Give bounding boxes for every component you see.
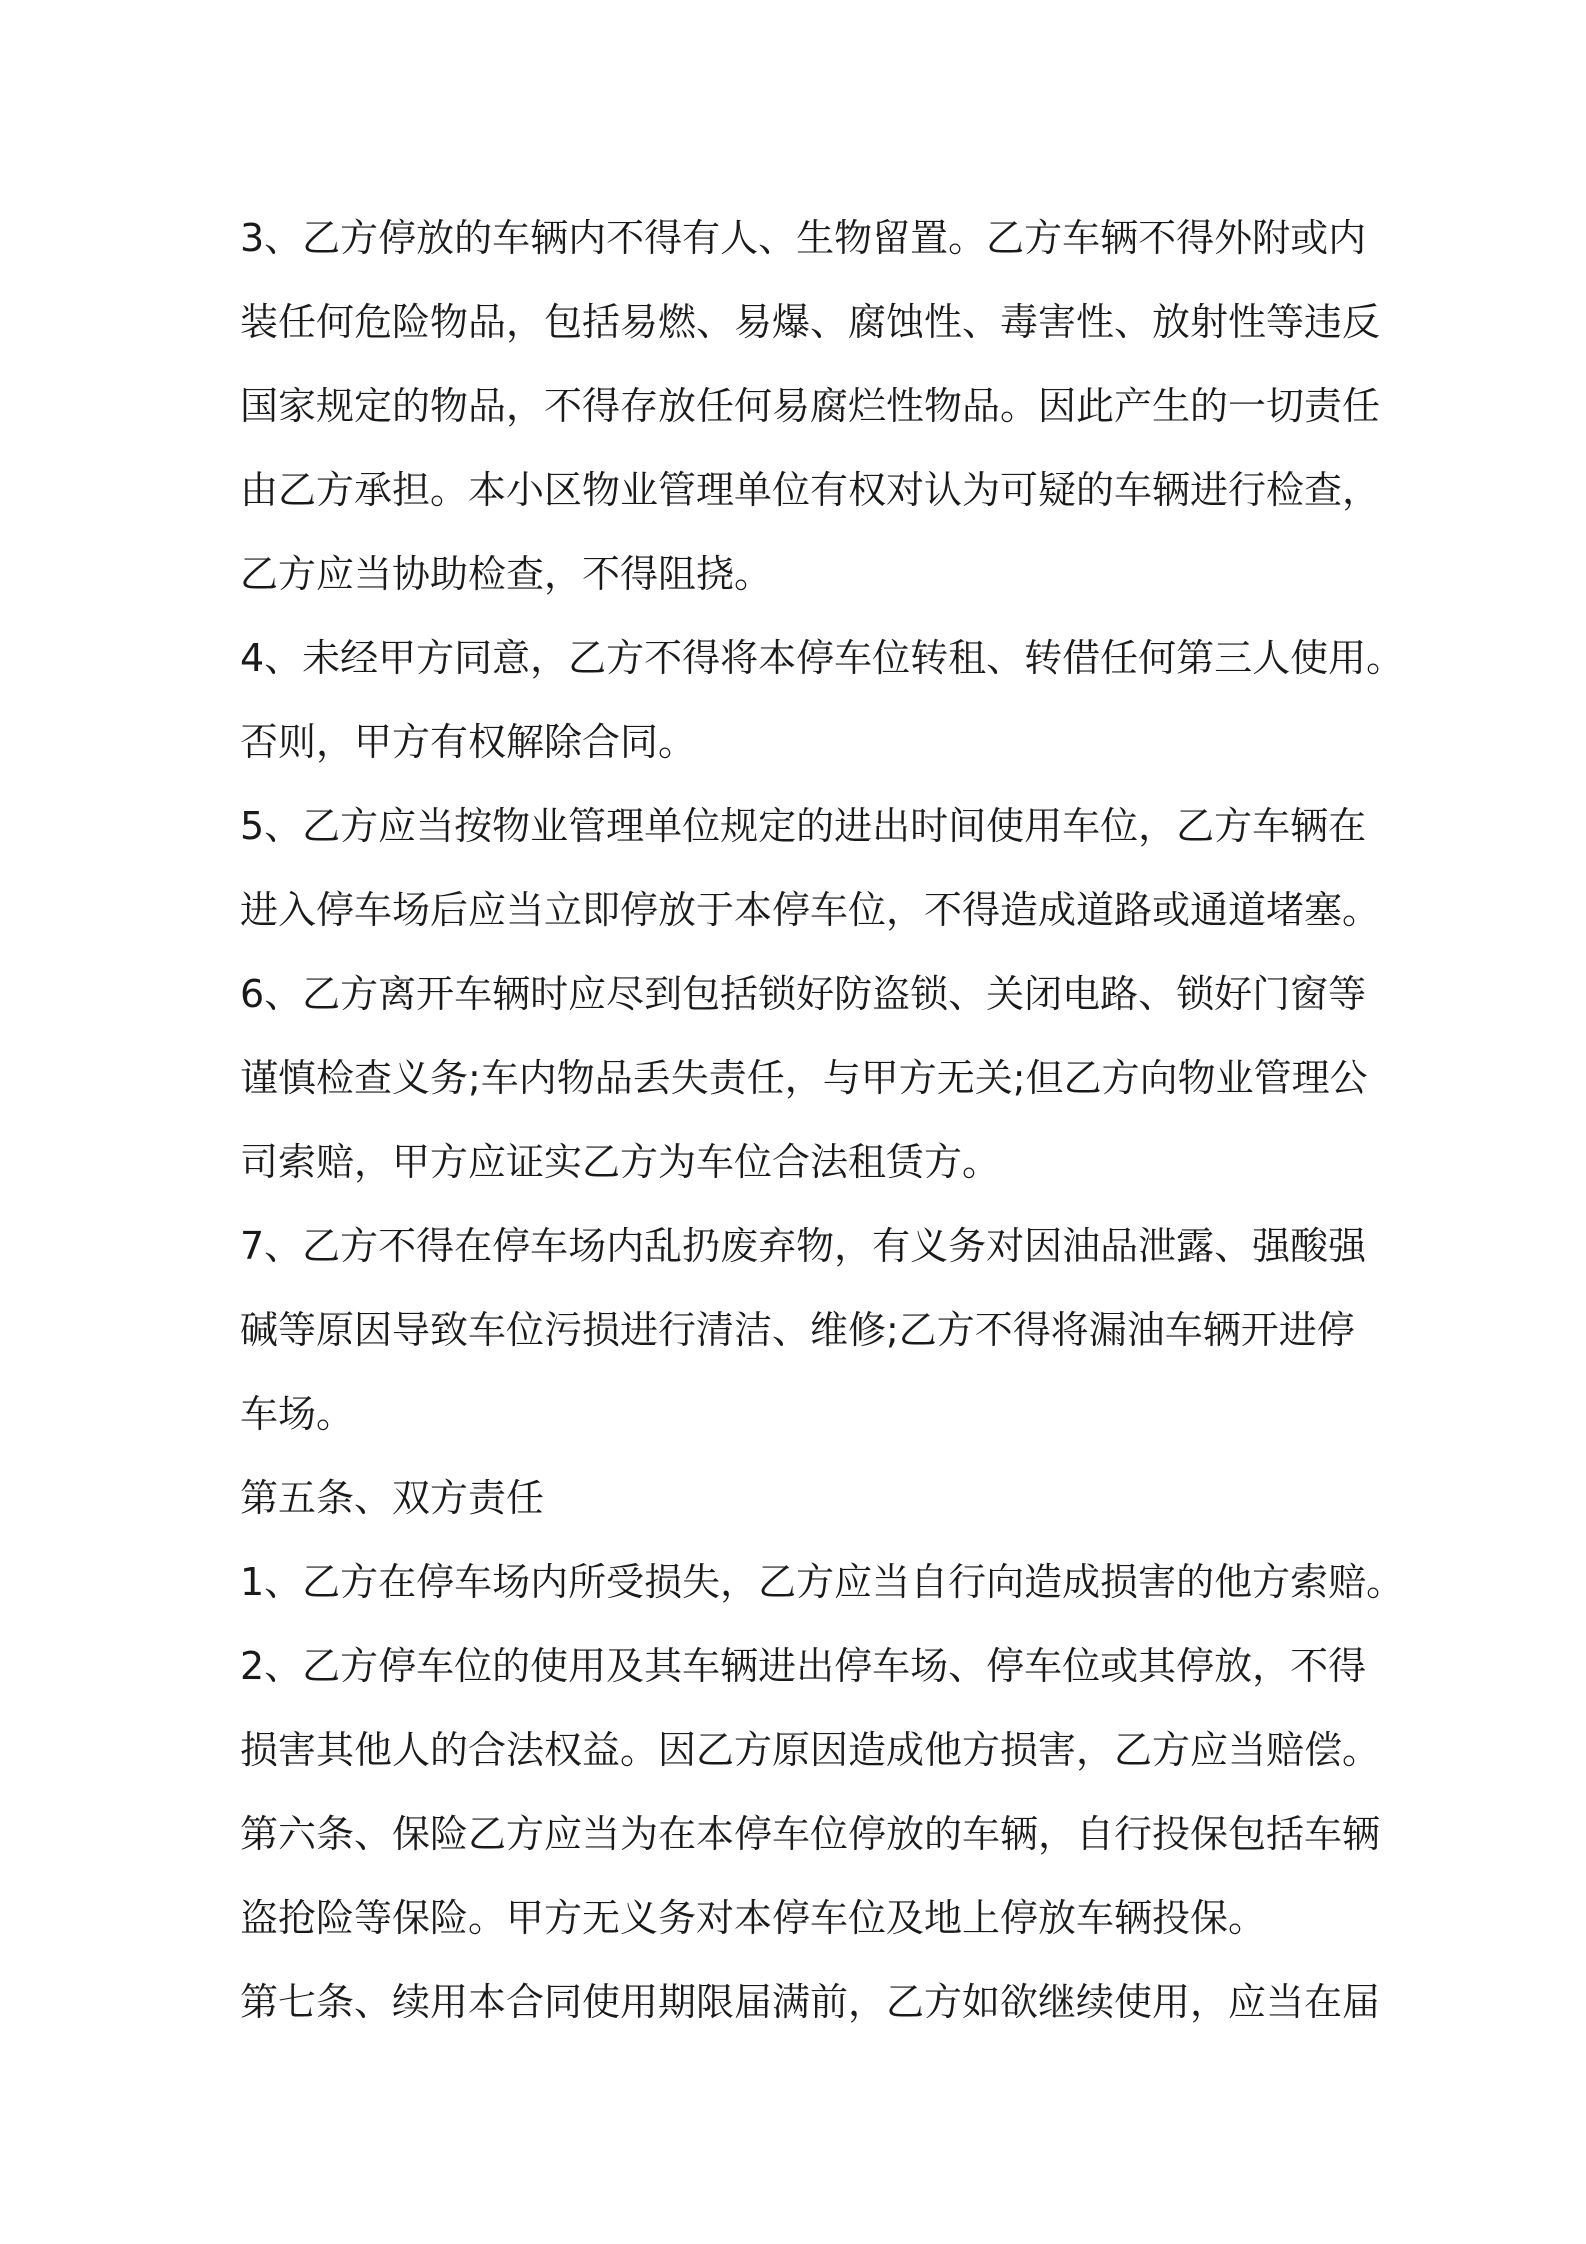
text-line: 5、乙方应当按物业管理单位规定的进出时间使用车位，乙方车辆在 — [240, 804, 1367, 848]
text-line: 否则，甲方有权解除合同。 — [240, 720, 697, 764]
text-line: 乙方应当协助检查，不得阻挠。 — [240, 552, 773, 596]
text-line: 第六条、保险乙方应当为在本停车位停放的车辆，自行投保包括车辆 — [240, 1812, 1381, 1856]
text-line: 碱等原因导致车位污损进行清洁、维修;乙方不得将漏油车辆开进停 — [240, 1308, 1355, 1352]
text-line: 2、乙方停车位的使用及其车辆进出停车场、停车位或其停放，不得 — [240, 1644, 1367, 1688]
text-line: 7、乙方不得在停车场内乱扔废弃物，有义务对因油品泄露、强酸强 — [240, 1224, 1367, 1268]
text-line: 车场。 — [240, 1392, 355, 1436]
text-line: 第七条、续用本合同使用期限届满前，乙方如欲继续使用，应当在届 — [240, 1980, 1381, 2024]
text-line: 损害其他人的合法权益。因乙方原因造成他方损害，乙方应当赔偿。 — [240, 1728, 1381, 1772]
text-line: 由乙方承担。本小区物业管理单位有权对认为可疑的车辆进行检查， — [240, 468, 1381, 512]
section-heading: 第五条、双方责任 — [240, 1476, 545, 1520]
text-line: 4、未经甲方同意，乙方不得将本停车位转租、转借任何第三人使用。 — [240, 636, 1405, 680]
text-line: 进入停车场后应当立即停放于本停车位，不得造成道路或通道堵塞。 — [240, 888, 1381, 932]
document-body — [240, 196, 1405, 2044]
text-line: 谨慎检查义务;车内物品丢失责任，与甲方无关;但乙方向物业管理公 — [240, 1056, 1368, 1100]
text-line: 装任何危险物品，包括易燃、易爆、腐蚀性、毒害性、放射性等违反 — [240, 300, 1381, 344]
text-line: 6、乙方离开车辆时应尽到包括锁好防盗锁、关闭电路、锁好门窗等 — [240, 972, 1367, 1016]
text-line: 1、乙方在停车场内所受损失，乙方应当自行向造成损害的他方索赔。 — [240, 1560, 1405, 1604]
text-line: 国家规定的物品，不得存放任何易腐烂性物品。因此产生的一切责任 — [240, 384, 1381, 428]
text-line: 3、乙方停放的车辆内不得有人、生物留置。乙方车辆不得外附或内 — [240, 216, 1367, 260]
text-line: 司索赔，甲方应证实乙方为车位合法租赁方。 — [240, 1140, 1001, 1184]
text-line: 盗抢险等保险。甲方无义务对本停车位及地上停放车辆投保。 — [240, 1896, 1267, 1940]
